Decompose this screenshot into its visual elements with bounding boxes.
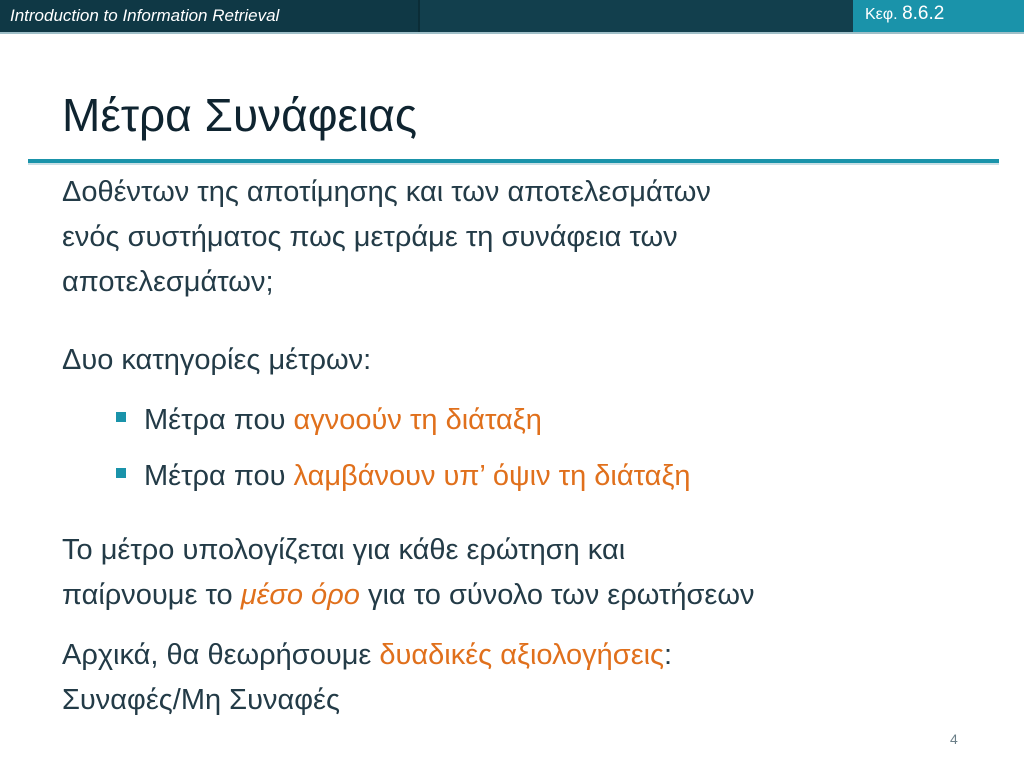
header-underline <box>0 32 1024 34</box>
slide-title: Μέτρα Συνάφειας <box>62 89 418 141</box>
paragraph-line: Το μέτρο υπολογίζεται για κάθε ερώτηση και <box>62 534 626 566</box>
header-left-panel <box>0 0 418 32</box>
bullet-item <box>116 456 691 496</box>
paragraph-binary <box>62 633 672 723</box>
paragraph-line: ενός συστήματος πως μετράμε τη συνάφεια των <box>62 221 678 253</box>
header-divider <box>418 0 420 32</box>
header-bar <box>0 0 1024 32</box>
paragraph-line <box>62 573 754 618</box>
page-number: 4 <box>950 731 958 747</box>
bullet-item <box>116 400 542 440</box>
paragraph-line <box>62 633 672 678</box>
square-bullet-icon <box>116 468 126 478</box>
text-segment: παίρνουμε το <box>62 579 241 611</box>
emphasis-mean: μέσο όρο <box>240 579 360 611</box>
chapter-reference <box>865 3 944 25</box>
paragraph-line: Συναφές/Μη Συναφές <box>62 684 340 716</box>
paragraph-average <box>62 528 754 618</box>
chapter-number: 8.6.2 <box>902 3 945 24</box>
title-rule-shadow <box>28 163 999 165</box>
chapter-label: Κεφ. <box>865 6 898 23</box>
paragraph-line: Δυο κατηγορίες μέτρων: <box>62 344 372 376</box>
header-chapter-panel <box>853 0 1024 32</box>
paragraph-question <box>62 170 711 305</box>
bullet-highlight: λαμβάνουν υπ’ όψιν τη διάταξη <box>293 460 691 492</box>
paragraph-categories <box>62 338 371 383</box>
bullet-highlight: αγνοούν τη διάταξη <box>293 404 542 436</box>
text-segment: : <box>664 639 673 671</box>
bullet-prefix: Μέτρα που <box>144 460 294 492</box>
text-segment: για το σύνολο των ερωτήσεων <box>359 579 755 611</box>
course-title: Introduction to Information Retrieval <box>10 6 280 25</box>
paragraph-line: Δοθέντων της αποτίμησης και των αποτελεσμάτων <box>62 176 711 208</box>
square-bullet-icon <box>116 412 126 422</box>
bullet-prefix: Μέτρα που <box>144 404 294 436</box>
paragraph-line: αποτελεσμάτων; <box>62 266 274 298</box>
emphasis-binary: δυαδικές αξιολογήσεις <box>379 639 665 671</box>
text-segment: Αρχικά, θα θεωρήσουμε <box>62 639 380 671</box>
